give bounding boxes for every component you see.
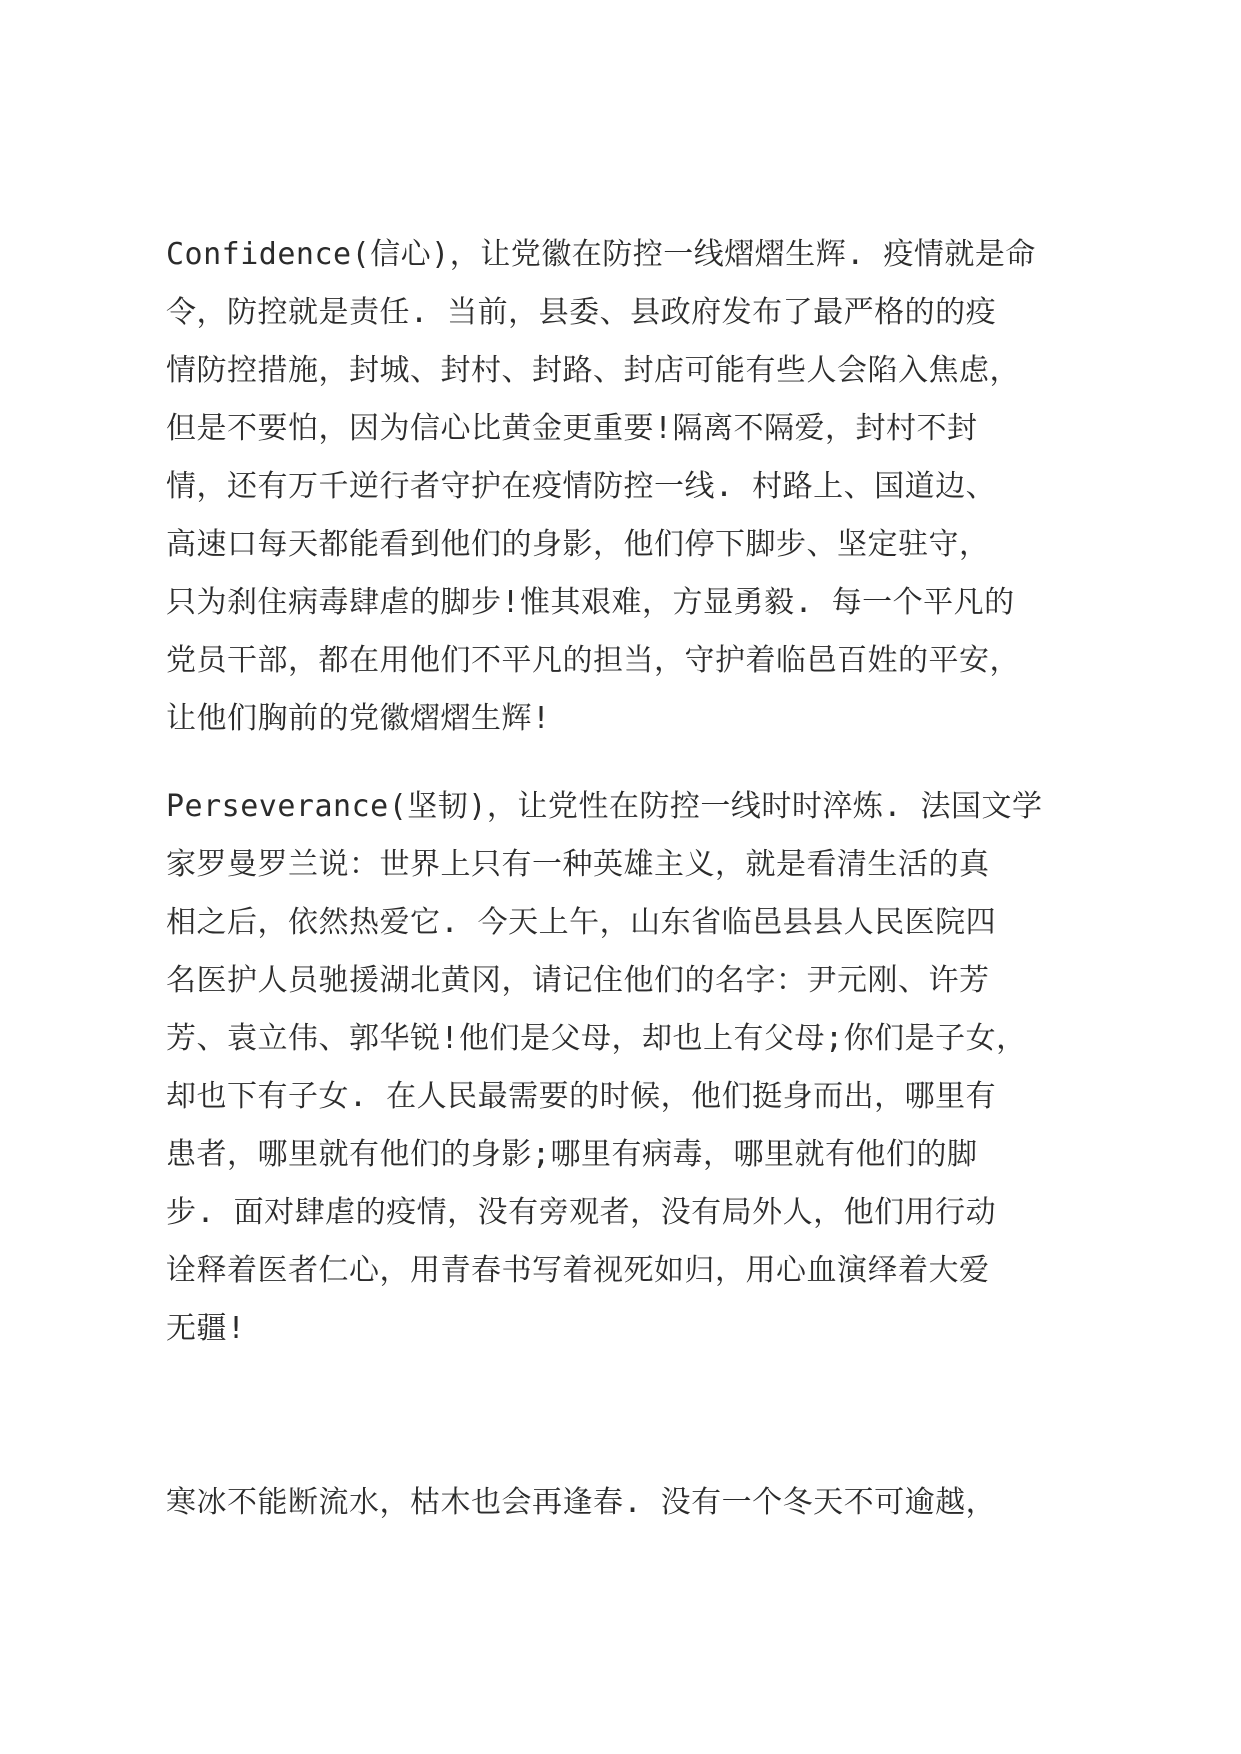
- text-line: 名医护人员驰援湖北黄冈，请记住他们的名字：尹元刚、许芳: [166, 963, 990, 998]
- text-line: 无疆!: [166, 1311, 246, 1346]
- text-line: 相之后，依然热爱它. 今天上午，山东省临邑县县人民医院四: [166, 905, 997, 940]
- text-line: 但是不要怕，因为信心比黄金更重要!隔离不隔爱，封村不封: [166, 411, 978, 446]
- text-line: 情，还有万千逆行者守护在疫情防控一线. 村路上、国道边、: [166, 469, 997, 504]
- text-line: Confidence(信心)，让党徽在防控一线熠熠生辉. 疫情就是命: [166, 237, 1036, 272]
- text-line: 寒冰不能断流水，枯木也会再逢春. 没有一个冬天不可逾越，: [166, 1485, 997, 1520]
- text-line: 令，防控就是责任. 当前，县委、县政府发布了最严格的的疫: [166, 295, 997, 330]
- text-line: 家罗曼罗兰说：世界上只有一种英雄主义，就是看清生活的真: [166, 847, 990, 882]
- text-line: 情防控措施，封城、封村、封路、封店可能有些人会陷入焦虑，: [166, 353, 1020, 388]
- paragraph-perseverance: [166, 778, 1096, 1358]
- text-line: 却也下有子女. 在人民最需要的时候，他们挺身而出，哪里有: [166, 1079, 997, 1114]
- text-line: 党员干部，都在用他们不平凡的担当，守护着临邑百姓的平安，: [166, 643, 1020, 678]
- text-line: Perseverance(坚韧)，让党性在防控一线时时淬炼. 法国文学: [166, 789, 1043, 824]
- text-line: 诠释着医者仁心，用青春书写着视死如归，用心血演绎着大爱: [166, 1253, 990, 1288]
- paragraph-confidence: [166, 226, 1096, 748]
- text-line: 患者，哪里就有他们的身影;哪里有病毒，哪里就有他们的脚: [166, 1137, 978, 1172]
- text-line: 让他们胸前的党徽熠熠生辉!: [166, 701, 551, 736]
- text-line: 芳、袁立伟、郭华锐!他们是父母，却也上有父母;你们是子女，: [166, 1021, 1027, 1056]
- text-line: 高速口每天都能看到他们的身影，他们停下脚步、坚定驻守，: [166, 527, 990, 562]
- paragraph-closing: [166, 1474, 1096, 1532]
- text-line: 步. 面对肆虐的疫情，没有旁观者，没有局外人，他们用行动: [166, 1195, 997, 1230]
- text-line: 只为刹住病毒肆虐的脚步!惟其艰难，方显勇毅. 每一个平凡的: [166, 585, 1015, 620]
